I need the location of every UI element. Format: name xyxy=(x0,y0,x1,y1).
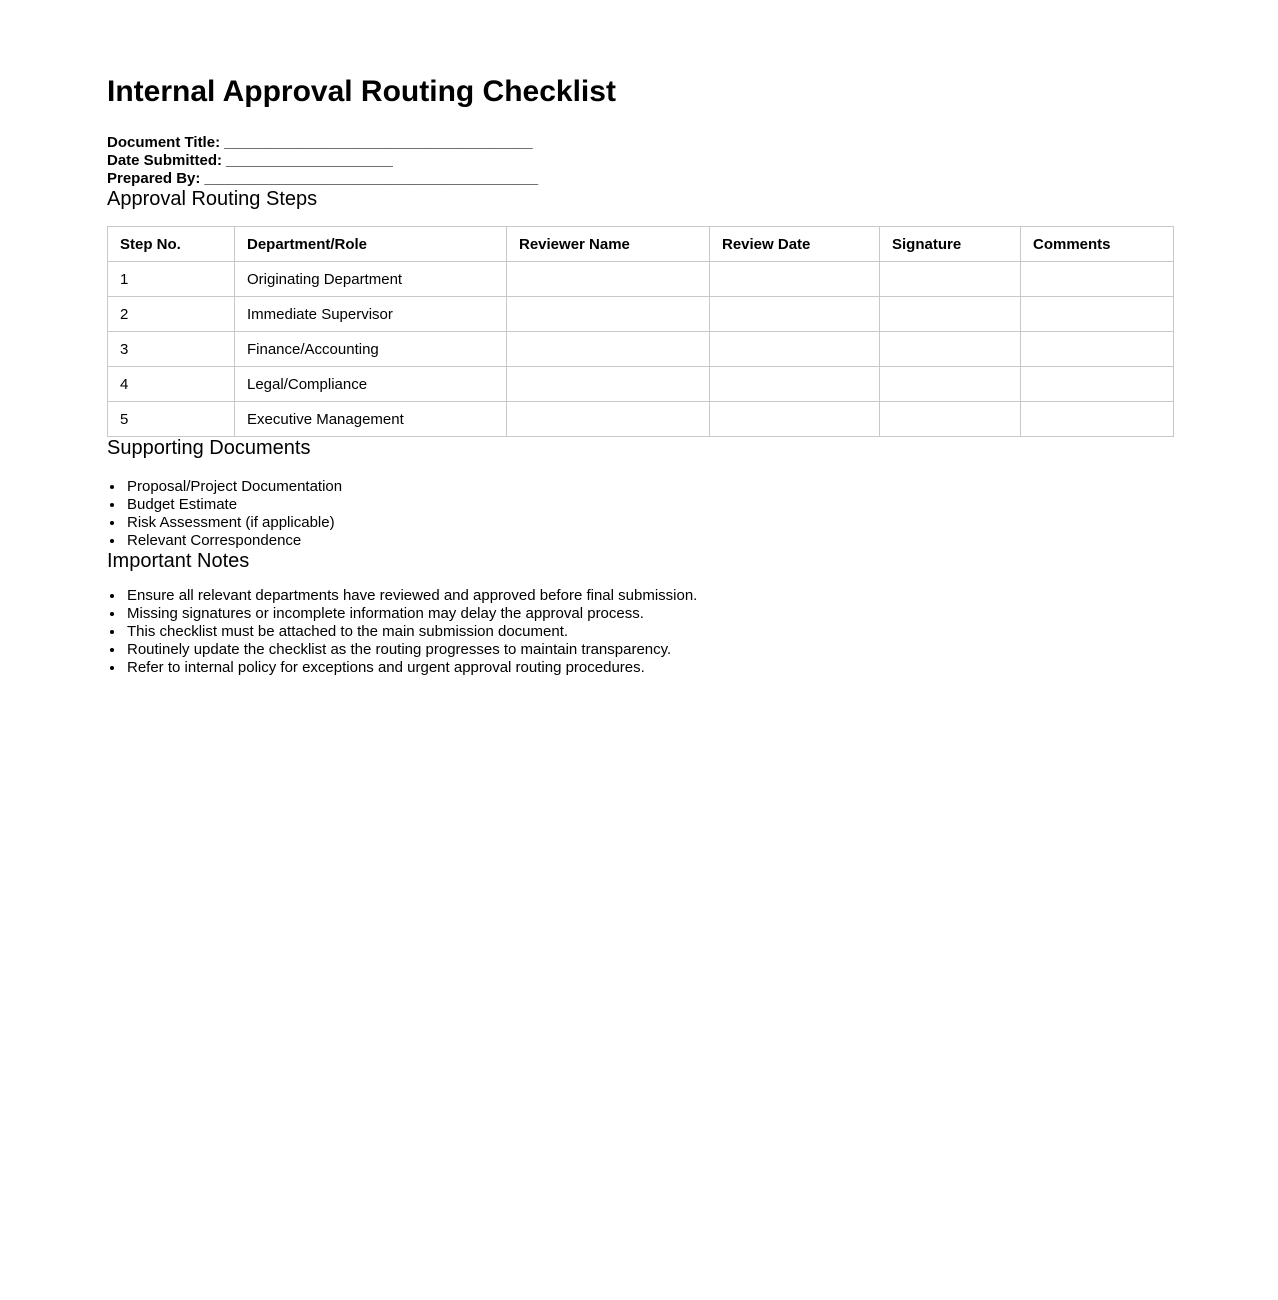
list-item: • Ensure all relevant departments have reviewed and approved before final submission. xyxy=(125,587,1173,605)
table-row xyxy=(108,297,1174,332)
department-role-cell: Legal/Compliance xyxy=(235,367,507,402)
document-meta-block xyxy=(107,134,1173,188)
prepared-by-label: Prepared By: xyxy=(107,170,201,187)
review-date-cell-empty xyxy=(710,297,880,332)
section-heading-supporting-documents: Supporting Documents xyxy=(107,437,311,459)
signature-cell-empty xyxy=(880,332,1021,367)
table-header-row xyxy=(108,227,1174,262)
signature-cell-empty xyxy=(880,297,1021,332)
table-row xyxy=(108,367,1174,402)
column-header-review-date: Review Date xyxy=(710,227,880,262)
column-header-department-role: Department/Role xyxy=(235,227,507,262)
reviewer-name-cell-empty xyxy=(507,402,710,437)
date-submitted-label: Date Submitted: xyxy=(107,152,223,169)
list-item: • Missing signatures or incomplete information may delay the approval process. xyxy=(125,605,1173,623)
review-date-cell-empty xyxy=(710,262,880,297)
document-title-label: Document Title: xyxy=(107,134,221,151)
reviewer-name-cell-empty xyxy=(507,262,710,297)
list-item: • Routinely update the checklist as the routing progresses to maintain transparency. xyxy=(125,641,1173,659)
department-role-cell: Finance/Accounting xyxy=(235,332,507,367)
table-row xyxy=(108,402,1174,437)
document-title-blank-line: _____________________________________ xyxy=(224,134,533,151)
comments-cell-empty xyxy=(1021,332,1174,367)
section-heading-approval-routing-steps: Approval Routing Steps xyxy=(107,188,318,210)
comments-cell-empty xyxy=(1021,262,1174,297)
step-no-cell: 5 xyxy=(108,402,235,437)
important-notes-list xyxy=(107,587,1173,677)
table-row xyxy=(108,332,1174,367)
table-row xyxy=(108,262,1174,297)
date-submitted-blank-line: ____________________ xyxy=(226,152,393,169)
list-item: • This checklist must be attached to the main submission document. xyxy=(125,623,1173,641)
list-item: • Proposal/Project Documentation xyxy=(125,478,1173,496)
step-no-cell: 3 xyxy=(108,332,235,367)
meta-line-prepared-by xyxy=(107,170,1173,188)
signature-cell-empty xyxy=(880,402,1021,437)
approval-routing-table xyxy=(107,226,1174,437)
department-role-cell: Immediate Supervisor xyxy=(235,297,507,332)
page-title: Internal Approval Routing Checklist xyxy=(107,75,616,108)
reviewer-name-cell-empty xyxy=(507,332,710,367)
review-date-cell-empty xyxy=(710,332,880,367)
prepared-by-blank-line: ________________________________________ xyxy=(204,170,539,187)
section-heading-important-notes: Important Notes xyxy=(107,550,250,572)
review-date-cell-empty xyxy=(710,367,880,402)
department-role-cell: Originating Department xyxy=(235,262,507,297)
signature-cell-empty xyxy=(880,367,1021,402)
reviewer-name-cell-empty xyxy=(507,297,710,332)
signature-cell-empty xyxy=(880,262,1021,297)
department-role-cell: Executive Management xyxy=(235,402,507,437)
supporting-documents-list xyxy=(107,478,1173,550)
column-header-comments: Comments xyxy=(1021,227,1174,262)
review-date-cell-empty xyxy=(710,402,880,437)
list-item: • Budget Estimate xyxy=(125,496,1173,514)
meta-line-date-submitted xyxy=(107,152,1173,170)
step-no-cell: 2 xyxy=(108,297,235,332)
meta-line-document-title xyxy=(107,134,1173,152)
list-item: • Refer to internal policy for exceptions and urgent approval routing procedures. xyxy=(125,659,1173,677)
comments-cell-empty xyxy=(1021,367,1174,402)
document-page xyxy=(0,0,1173,677)
column-header-step-no: Step No. xyxy=(108,227,235,262)
reviewer-name-cell-empty xyxy=(507,367,710,402)
column-header-reviewer-name: Reviewer Name xyxy=(507,227,710,262)
list-item: • Risk Assessment (if applicable) xyxy=(125,514,1173,532)
step-no-cell: 4 xyxy=(108,367,235,402)
comments-cell-empty xyxy=(1021,297,1174,332)
comments-cell-empty xyxy=(1021,402,1174,437)
step-no-cell: 1 xyxy=(108,262,235,297)
column-header-signature: Signature xyxy=(880,227,1021,262)
list-item: • Relevant Correspondence xyxy=(125,532,1173,550)
